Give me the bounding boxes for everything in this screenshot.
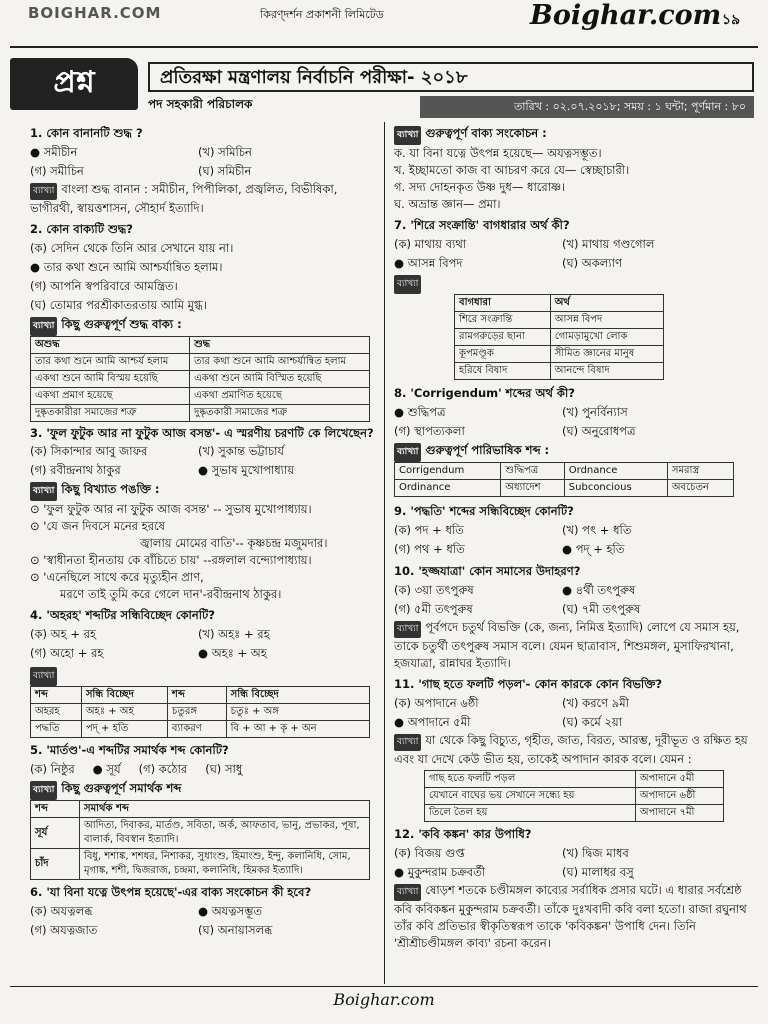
explanation-heading: ব্যাখ্যা কিছু গুরুত্বপূর্ণ শুদ্ধ বাক্য : <box>30 315 376 336</box>
note-tag: ব্যাখ্যা <box>30 183 57 200</box>
option[interactable]: (ক) অযত্নলব্ধ <box>30 904 93 918</box>
table-row: কূপমণ্ডূক সীমিত জ্ঞানের মানুষ <box>455 346 664 363</box>
footer-rule <box>10 986 758 987</box>
option[interactable]: (গ) ৫মী তৎপুরুষ <box>394 602 473 616</box>
option[interactable]: ● অযত্নসম্ভূত <box>198 904 263 918</box>
question-6-options <box>30 902 376 940</box>
note-tag: ব্যাখ্যা <box>394 275 421 294</box>
question-badge: প্রশ্ন <box>10 58 138 110</box>
explanation-heading: ব্যাখ্যা গুরুত্বপূর্ণ পারিভাষিক শব্দ : <box>394 441 750 462</box>
option[interactable]: (ঘ) ৭মী তৎপুরুষ <box>562 602 641 616</box>
question-7: 7. 'শিরে সংক্রান্তি' বাগধারার অর্থ কী? <box>394 218 570 232</box>
table-row: একথা প্রমাণ হয়েছে একথা প্রমাণিত হয়েছে <box>31 388 370 405</box>
option[interactable]: (ক) ৩য়া তৎপুরুষ <box>394 583 474 597</box>
option[interactable]: (গ) পথ + ধতি <box>394 542 465 556</box>
option[interactable]: (গ) কঠোর <box>138 762 188 776</box>
table-row: একথা শুনে আমি বিস্ময় হয়েছি একথা শুনে আমি বিস্মিত হয়েছি <box>31 371 370 388</box>
question-12-options <box>394 844 750 882</box>
table-row: Ordinance অধ্যাদেশ Subconcious অবচেতন <box>395 480 734 497</box>
table-row: সূর্য আদিত্য, দিবাকর, মার্তণ্ড, সবিতা, অর্ক, আফতাব, ভানু, প্রভাকর, পূষা, বালার্ক, বিবস্বান ইত্যাদি। <box>31 818 370 849</box>
explanation: ব্যাখ্যা পূর্বপদে চতুর্থ বিভক্তি (কে, জন্য, নিমিত্ত ইত্যাদি) লোপে যে সমাস হয়, তাকে চতুর্থী তৎপুরুষ সমাস বলে। যেমন ছাত্রাবাস, শিশুমঙ্গল, মুসাফিরখানা, হজযাত্রা, রান্নাঘর ইত্যাদি। <box>394 620 740 670</box>
karak-table <box>424 770 724 822</box>
column-divider <box>384 122 385 984</box>
footer-site: Boighar.com <box>333 990 435 1009</box>
explanation: ব্যাখ্যা ষোড়শ শতকে চণ্ডীমঙ্গল কাব্যের সর্বাধিক প্রসার ঘটে। এ ধারার সর্বশ্রেষ্ঠ কবি কবিকঙ্কন মুকুন্দরাম চক্রবর্তী। তাঁকে দুঃখবাদী কবি বলা হতো। রাজা রঘুনাথ তাঁর কবি প্রতিভার স্বীকৃতিস্বরূপ তাকে 'কবিকঙ্কন' উপাধি দেন। তিনি 'শ্রীশ্রীচণ্ডীমঙ্গল কাব্য' রচনা করেন। <box>394 883 747 950</box>
site-watermark-right: Boighar.com <box>530 0 722 31</box>
post-label: পদ সহকারী পরিচালক <box>148 97 253 111</box>
terminology-table <box>394 462 734 497</box>
option[interactable]: (ক) পদ + ধতি <box>394 523 464 537</box>
sandhi-table: শব্দ সন্ধি বিচ্ছেদ শব্দ সন্ধি বিচ্ছেদ অহরহ অহঃ + অহ চতুরঙ্গ চতুঃ + অঙ্গ পদ্ধতি পদ্ + হতি ব্যাকরণ বি + আ + কৃ + অন <box>30 686 370 738</box>
question-3-options <box>30 442 376 480</box>
option[interactable]: ● সূর্য <box>92 762 121 776</box>
question-10-options <box>394 581 750 619</box>
option[interactable]: (ক) সেদিন থেকে তিনি আর সেখানে যায় না। <box>30 241 234 255</box>
question-11-options <box>394 694 750 732</box>
option[interactable]: ● তার কথা শুনে আমি আশ্চর্যান্বিত হলাম। <box>30 260 223 274</box>
exam-info-bar: তারিখ : ০২.০৭.২০১৮; সময় : ১ ঘন্টা; পূর্ণমান : ৮০ <box>420 96 754 118</box>
question-12: 12. 'কবি কঙ্কন' কার উপাধি? <box>394 827 532 841</box>
left-column <box>30 124 376 940</box>
idiom-table: বাগধারা অর্থ শিরে সংক্রান্তি আসন্ন বিপদ রামগরুড়ের ছানা গোমড়ামুখো লোক কূপমণ্ডূক সীমিত জ্ঞানের মানুষ হরিষে বিষাদ আনন্দে বিষাদ <box>454 294 664 380</box>
option[interactable]: (খ) করণে ৯মী <box>562 696 629 710</box>
option[interactable]: ● আসন্ন বিপদ <box>394 256 463 270</box>
note-tag: ব্যাখ্যা <box>394 884 421 901</box>
synonym-table: শব্দ সমার্থক শব্দ সূর্য আদিত্য, দিবাকর, মার্তণ্ড, সবিতা, অর্ক, আফতাব, ভানু, প্রভাকর, পূষা, বালার্ক, বিবস্বান ইত্যাদি। চাঁদ বিধু, শশাঙ্ক, শশধর, নিশাকর, সুধাংশু, হিমাংশু, ইন্দু, কলানিধি, সোম, মৃগাঙ্ক, শশী, দ্বিজরাজ, চন্দ্রমা, কলানিধি, হিমকর ইত্যাদি। <box>30 800 370 880</box>
option[interactable]: ● শুদ্ধিপত্র <box>394 405 446 419</box>
table-row: চাঁদ বিধু, শশাঙ্ক, শশধর, নিশাকর, সুধাংশু, হিমাংশু, ইন্দু, কলানিধি, সোম, মৃগাঙ্ক, শশী, দ্বিজরাজ, চন্দ্রমা, কলানিধি, হিমকর ইত্যাদি। <box>31 849 370 880</box>
table-row: দুষ্কৃতকারীরা সমাজের শত্রু দুষ্কৃতকারী সমাজের শত্রু <box>31 405 370 422</box>
note-tag: ব্যাখ্যা <box>30 781 57 800</box>
note-tag: ব্যাখ্যা <box>394 443 421 462</box>
option[interactable]: (ক) অপাদানে ৬ষ্ঠী <box>394 696 479 710</box>
option[interactable]: (গ) আপনি স্বপরিবারে আমন্ত্রিত। <box>30 279 178 293</box>
table-row: অহরহ অহঃ + অহ চতুরঙ্গ চতুঃ + অঙ্গ <box>31 704 370 721</box>
word-substitution-list: ক. যা বিনা যত্নে উৎপন্ন হয়েছে— অযত্নসম্ভূত। খ. ইচ্ছামতো কাজ বা আচরণ করে যে— স্বেচ্ছাচারী। গ. সদ্য দোহনকৃত উষ্ণ দুধ— ধারোষ্ণ। ঘ. অভ্রান্ত জ্ঞান— প্রমা। <box>394 146 630 211</box>
option[interactable]: (গ) সমীচিন <box>30 164 84 178</box>
option[interactable]: (ক) অহ + রহ <box>30 627 96 641</box>
question-2: 2. কোন বাক্যটি শুদ্ধ? <box>30 222 133 236</box>
table-row: Corrigendum শুদ্ধিপত্র Ordnance সমরাস্ত্র <box>395 463 734 480</box>
option[interactable]: (গ) অহো + রহ <box>30 646 104 660</box>
option[interactable]: (ক) সিকান্দার আবু জাফর <box>30 444 148 458</box>
option[interactable]: (ক) মাথায় ব্যথা <box>394 237 467 251</box>
right-column <box>394 124 750 952</box>
option[interactable]: ● অপাদানে ৫মী <box>394 715 471 729</box>
question-9: 9. 'পদ্ধতি' শব্দের সন্ধিবিচ্ছেদ কোনটি? <box>394 504 574 518</box>
option[interactable]: (খ) মাথায় গণ্ডগোল <box>562 237 655 251</box>
option[interactable]: (গ) রবীন্দ্রনাথ ঠাকুর <box>30 463 121 477</box>
question-10: 10. 'হজ্জযাত্রা' কোন সমাসের উদাহরণ? <box>394 564 581 578</box>
table-header: শুদ্ধ <box>190 337 370 354</box>
question-7-options <box>394 235 750 273</box>
option[interactable]: (খ) পৎ + ধতি <box>562 523 632 537</box>
table-row: রামগরুড়ের ছানা গোমড়ামুখো লোক <box>455 329 664 346</box>
question-4-options <box>30 625 376 663</box>
question-9-options <box>394 521 750 559</box>
explanation: ব্যাখ্যা বাংলা শুদ্ধ বানান : সমীচীন, পিপীলিকা, প্রজ্বলিত, বিভীষিকা, ভাগীরথী, স্বায়ত্তশাসন, সৌহার্দ ইত্যাদি। <box>30 182 338 215</box>
exam-title: প্রতিরক্ষা মন্ত্রণালয় নির্বাচনি পরীক্ষা- ২০১৮ <box>148 62 754 92</box>
table-row: হরিষে বিষাদ আনন্দে বিষাদ <box>455 363 664 380</box>
note-tag: ব্যাখ্যা <box>394 126 421 145</box>
explanation-heading: ব্যাখ্যা কিছু বিখ্যাত পঙক্তি : <box>30 480 376 501</box>
question-6: 6. 'যা বিনা যত্নে উৎপন্ন হয়েছে'-এর বাক্য সংকোচন কী হবে? <box>30 885 312 899</box>
option[interactable]: ● মুকুন্দরাম চক্রবর্তী <box>394 865 486 879</box>
option[interactable]: ● সুভাষ মুখোপাধ্যায় <box>198 463 295 477</box>
option[interactable]: (খ) দ্বিজ মাধব <box>562 846 629 860</box>
table-row: গাছ হতে ফলটি পড়ল অপাদানে ৫মী <box>425 771 724 788</box>
option[interactable]: (গ) অযত্নজাত <box>30 923 98 937</box>
option[interactable]: (ঘ) অনুরোধপত্র <box>562 424 636 438</box>
question-8: 8. 'Corrigendum' শব্দের অর্থ কী? <box>394 386 575 400</box>
option[interactable]: (ঘ) তোমার পরশ্রীকাতরতায় আমি মুগ্ধ। <box>30 298 207 312</box>
option[interactable]: (ঘ) কর্মে ২য়া <box>562 715 623 729</box>
explanation-heading: ব্যাখ্যা গুরুত্বপূর্ণ বাক্য সংকোচন : <box>394 124 750 145</box>
option[interactable]: (খ) অহঃ + রহ <box>198 627 270 641</box>
option[interactable]: (ক) নিষ্ঠুর <box>30 762 75 776</box>
table-row: শিরে সংক্রান্তি আসন্ন বিপদ <box>455 312 664 329</box>
note-tag: ব্যাখ্যা <box>30 482 57 501</box>
note-tag: ব্যাখ্যা <box>394 734 421 751</box>
option[interactable]: (খ) সুকান্ত ভট্টাচার্য <box>198 444 285 458</box>
option[interactable]: (ক) বিজয় গুপ্ত <box>394 846 465 860</box>
table-row: পদ্ধতি পদ্ + হতি ব্যাকরণ বি + আ + কৃ + অন <box>31 721 370 738</box>
question-5-options <box>30 760 376 779</box>
option[interactable]: (ঘ) অকল্যাণ <box>562 256 622 270</box>
note-tag: ব্যাখ্যা <box>30 667 57 686</box>
explanation-heading: ব্যাখ্যা কিছু গুরুত্বপূর্ণ সমার্থক শব্দ <box>30 779 376 800</box>
option[interactable]: (ঘ) মালাধর বসু <box>562 865 634 879</box>
table-row: তিলে তৈল হয় অপাদানে ৭মী <box>425 805 724 822</box>
note-tag: ব্যাখ্যা <box>394 621 421 638</box>
option[interactable]: ● অহঃ + অহ <box>198 646 267 660</box>
option[interactable]: (গ) স্থাপত্যকলা <box>394 424 465 438</box>
option[interactable]: (ঘ) সাধু <box>205 762 243 776</box>
option[interactable]: ● সমীচীন <box>30 145 78 159</box>
header-rule <box>10 46 758 48</box>
note-tag: ব্যাখ্যা <box>30 317 57 336</box>
option[interactable]: (খ) পুনর্বিন্যাস <box>562 405 628 419</box>
page-number: ১৯ <box>722 12 741 28</box>
question-1-options <box>30 143 376 181</box>
question-8-options <box>394 403 750 441</box>
option[interactable]: ● পদ্ + হতি <box>562 542 625 556</box>
question-3: 3. 'ফুল ফুটুক আর না ফুটুক আজ বসন্ত'- এ স্মরণীয় চরণটি কে লিখেছেন? <box>30 426 374 440</box>
table-row: যেখানে বাঘের ভয় সেখানে সন্ধ্যে হয় অপাদানে ৬ষ্ঠী <box>425 788 724 805</box>
option[interactable]: (ঘ) অনায়াসলব্ধ <box>198 923 273 937</box>
correct-sentence-table <box>30 336 370 422</box>
site-watermark-left: BOIGHAR.COM <box>28 4 162 22</box>
question-5: 5. 'মার্তণ্ড'-এ শব্দটির সমার্থক শব্দ কোনটি? <box>30 743 229 757</box>
publisher-label: কিরণ্দর্শন প্রকাশনী লিমিটেড <box>260 8 384 21</box>
table-header: অশুদ্ধ <box>31 337 190 354</box>
option[interactable]: (ঘ) সমিচীন <box>198 164 252 178</box>
question-4: 4. 'অহরহ' শব্দটির সন্ধিবিচ্ছেদ কোনটি? <box>30 608 215 622</box>
option[interactable]: ● ৪র্থী তৎপুরুষ <box>562 583 636 597</box>
explanation: ব্যাখ্যা যা থেকে কিছু বিচ্যুত, গৃহীত, জাত, বিরত, আরম্ভ, দূরীভূত ও রক্ষিত হয় এবং যা দেখে কেউ ভীত হয়, তাকেই অপাদান কারক বলে। যেমন : <box>394 733 748 766</box>
famous-lines: ⊙ 'ফুল ফুটুক আর না ফুটুক আজ বসন্ত' -- সুভাষ মুখোপাধ্যায়। ⊙ 'যে জন দিবসে মনের হরষে জ্বালায় মোমের বাতি'-- কৃষ্ণচন্দ্র মজুমদার। ⊙ 'স্বাধীনতা হীনতায় কে বাঁচিতে চায়' --রঙ্গলাল বন্দ্যোপাধ্যায়। ⊙ 'এনেছিলে সাথে করে মৃত্যুহীন প্রাণ, মরণে তাই তুমি করে গেলে দান'-রবীন্দ্রনাথ ঠাকুর। <box>30 502 328 601</box>
question-1: 1. কোন বানানটি শুদ্ধ ? <box>30 126 143 140</box>
question-11: 11. 'গাছ হতে ফলটি পড়ল'- কোন কারকে কোন বিভক্তি? <box>394 677 663 691</box>
table-row: তার কথা শুনে আমি আশ্চর্য হলাম তার কথা শুনে আমি আশ্চর্যান্বিত হলাম <box>31 354 370 371</box>
option[interactable]: (খ) সমিচিন <box>198 145 252 159</box>
